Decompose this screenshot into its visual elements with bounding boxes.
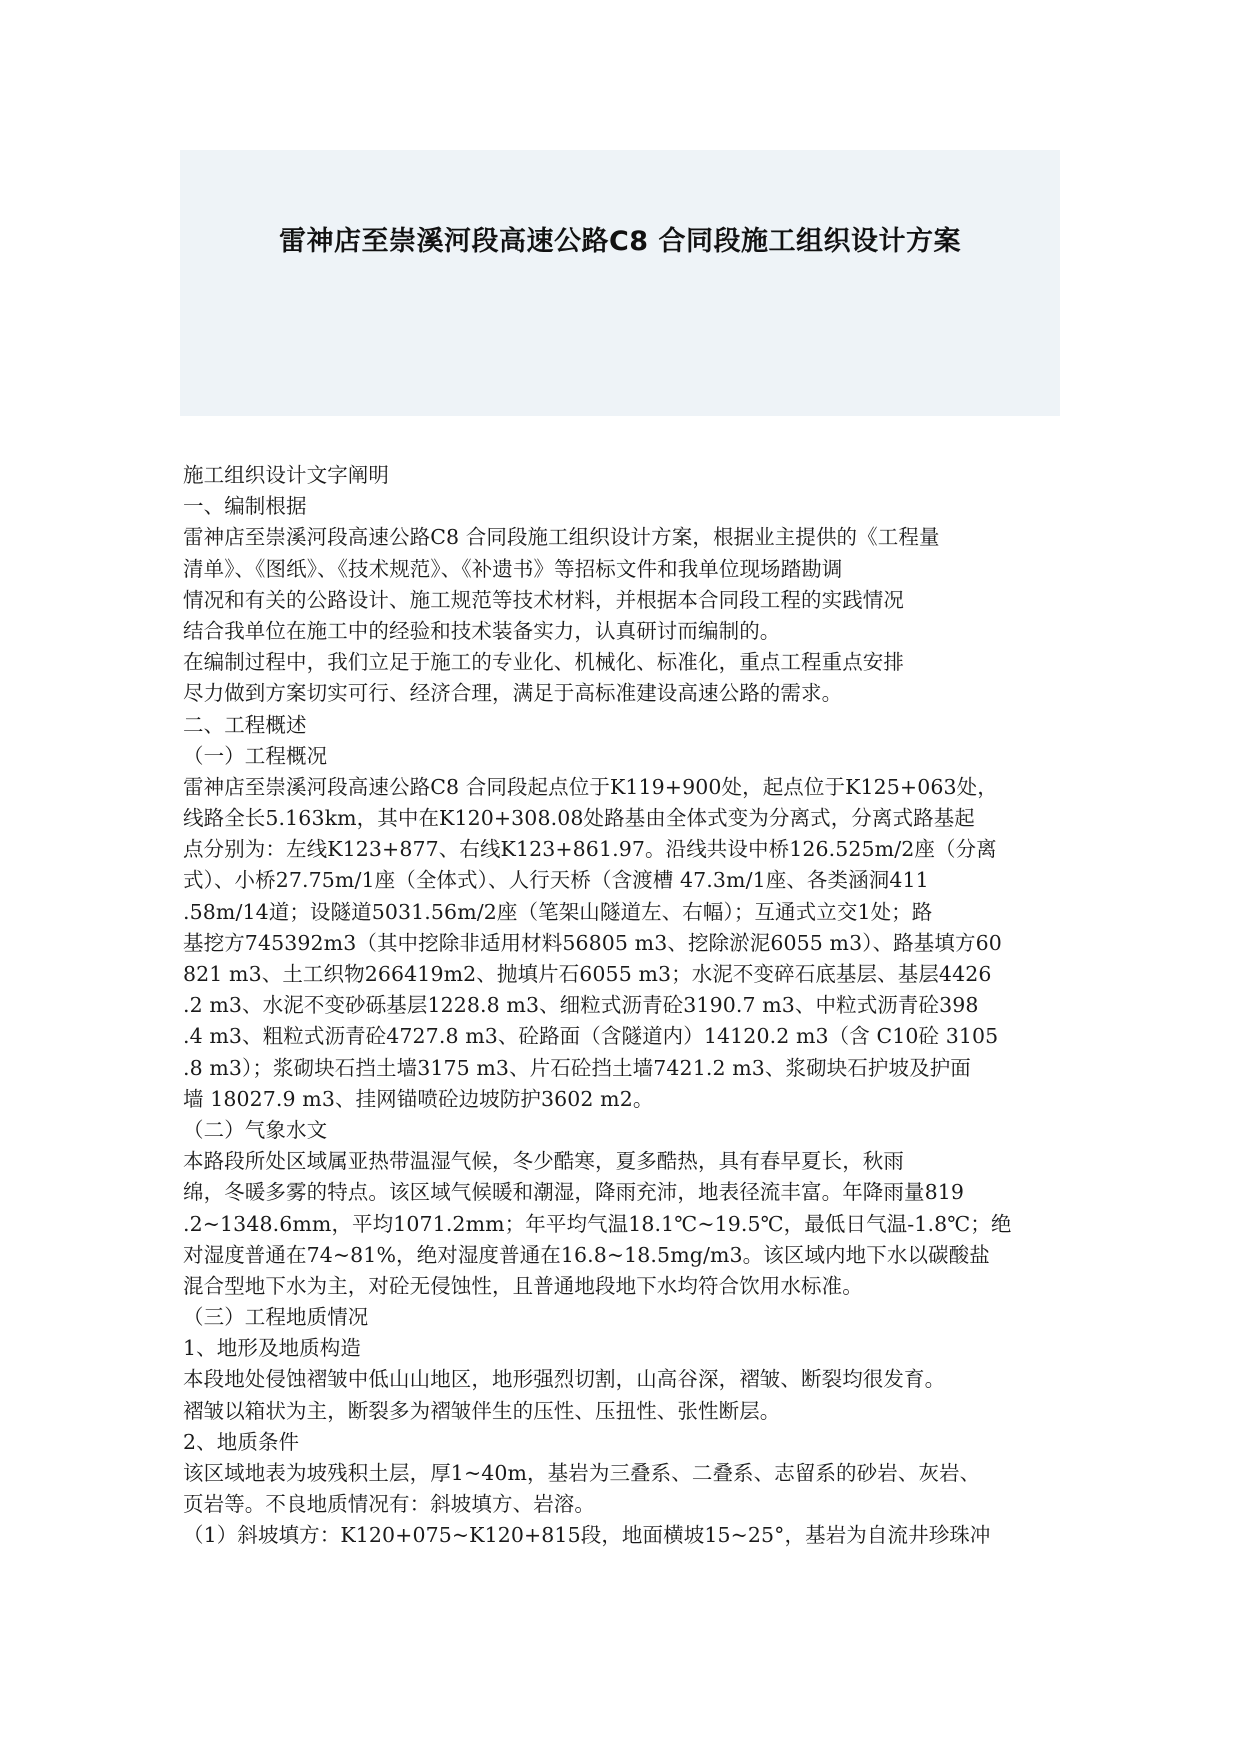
text-line: 该区域地表为坡残积土层，厚1~40m，基岩为三叠系、二叠系、志留系的砂岩、灰岩、 xyxy=(183,1461,981,1485)
text-line: 式）、小桥27.75m/1座（全体式）、人行天桥（含渡槽 47.3m/1座、各类涵洞411 xyxy=(183,868,929,893)
text-line: 基挖方745392m3（其中挖除非适用材料56805 m3、挖除淤泥6055 m3）、路基填方60 xyxy=(183,930,1002,955)
text-line: .58m/14道；设隧道5031.56m/2座（笔架山隧道左、右幅）；互通式立交1处；路 xyxy=(183,899,933,924)
text-line: 点分别为：左线K123+877、右线K123+861.97。沿线共设中桥126.525m/2座（分离 xyxy=(183,837,997,862)
text-line: 一、编制根据 xyxy=(183,494,307,519)
text-line: .2 m3、水泥不变砂砾基层1228.8 m3、细粒式沥青砼3190.7 m3、中粒式沥青砼398 xyxy=(183,993,979,1018)
text-line: 清单》、《图纸》、《技术规范》、《补遗书》等招标文件和我单位现场踏勘调 xyxy=(183,556,843,581)
text-line: 2、地质条件 xyxy=(183,1429,300,1454)
document-title: 雷神店至崇溪河段高速公路C8 合同段施工组织设计方案 xyxy=(278,226,961,257)
text-line: 对湿度普通在74~81%，绝对湿度普通在16.8~18.5mg/m3。该区域内地下水以碳酸盐 xyxy=(183,1242,990,1267)
text-line: 褶皱以箱状为主，断裂多为褶皱伴生的压性、压扭性、张性断层。 xyxy=(183,1398,781,1423)
text-line: 线路全长5.163km，其中在K120+308.08处路基由全体式变为分离式，分离式路基起 xyxy=(183,806,975,831)
text-line: 施工组织设计文字阐明 xyxy=(183,463,389,487)
text-line: 混合型地下水为主，对砼无侵蚀性，且普通地段地下水均符合饮用水标准。 xyxy=(183,1273,863,1298)
text-line: 二、工程概述 xyxy=(183,712,307,737)
text-line: 页岩等。不良地质情况有：斜坡填方、岩溶。 xyxy=(183,1492,595,1517)
text-line: 1、地形及地质构造 xyxy=(183,1336,361,1361)
text-line: 821 m3、土工织物266419m2、抛填片石6055 m3；水泥不变碎石底基层、基层4426 xyxy=(183,962,992,986)
text-line: 雷神店至崇溪河段高速公路C8 合同段施工组织设计方案，根据业主提供的《工程量 xyxy=(183,525,940,550)
text-line: （一）工程概况 xyxy=(183,743,328,768)
text-line: 绵，冬暖多雾的特点。该区域气候暖和潮湿，降雨充沛，地表径流丰富。年降雨量819 xyxy=(183,1180,965,1205)
text-line: 尽力做到方案切实可行、经济合理，满足于高标准建设高速公路的需求。 xyxy=(183,681,843,706)
text-line: 雷神店至崇溪河段高速公路C8 合同段起点位于K119+900处，起点位于K125+063处， xyxy=(183,774,998,799)
document-body xyxy=(183,460,1058,1552)
text-line: .4 m3、粗粒式沥青砼4727.8 m3、砼路面（含隧道内）14120.2 m3（含 C10砼 3105 xyxy=(183,1024,999,1049)
text-line: 情况和有关的公路设计、施工规范等技术材料，并根据本合同段工程的实践情况 xyxy=(183,587,904,612)
text-line: （三）工程地质情况 xyxy=(183,1305,369,1330)
text-line: 墙 18027.9 m3、挂网锚喷砼边坡防护3602 m2。 xyxy=(183,1086,654,1111)
text-line: （二）气象水文 xyxy=(183,1117,328,1142)
text-line: （1）斜坡填方：K120+075~K120+815段，地面横坡15~25°，基岩为自流井珍珠冲 xyxy=(183,1523,991,1548)
text-line: .2~1348.6mm，平均1071.2mm；年平均气温18.1℃~19.5℃，最低日气温-1.8℃；绝 xyxy=(183,1211,1012,1236)
text-line: 本段地处侵蚀褶皱中低山山地区，地形强烈切割，山高谷深，褶皱、断裂均很发育。 xyxy=(183,1367,946,1392)
text-line: 结合我单位在施工中的经验和技术装备实力，认真研讨而编制的。 xyxy=(183,618,781,643)
title-banner xyxy=(180,150,1060,416)
text-line: 在编制过程中，我们立足于施工的专业化、机械化、标准化，重点工程重点安排 xyxy=(183,650,904,675)
text-line: .8 m3）；浆砌块石挡土墙3175 m3、片石砼挡土墙7421.2 m3、浆砌块石护坡及护面 xyxy=(183,1055,971,1080)
text-line: 本路段所处区域属亚热带温湿气候，冬少酷寒，夏多酷热，具有春早夏长，秋雨 xyxy=(183,1149,904,1174)
